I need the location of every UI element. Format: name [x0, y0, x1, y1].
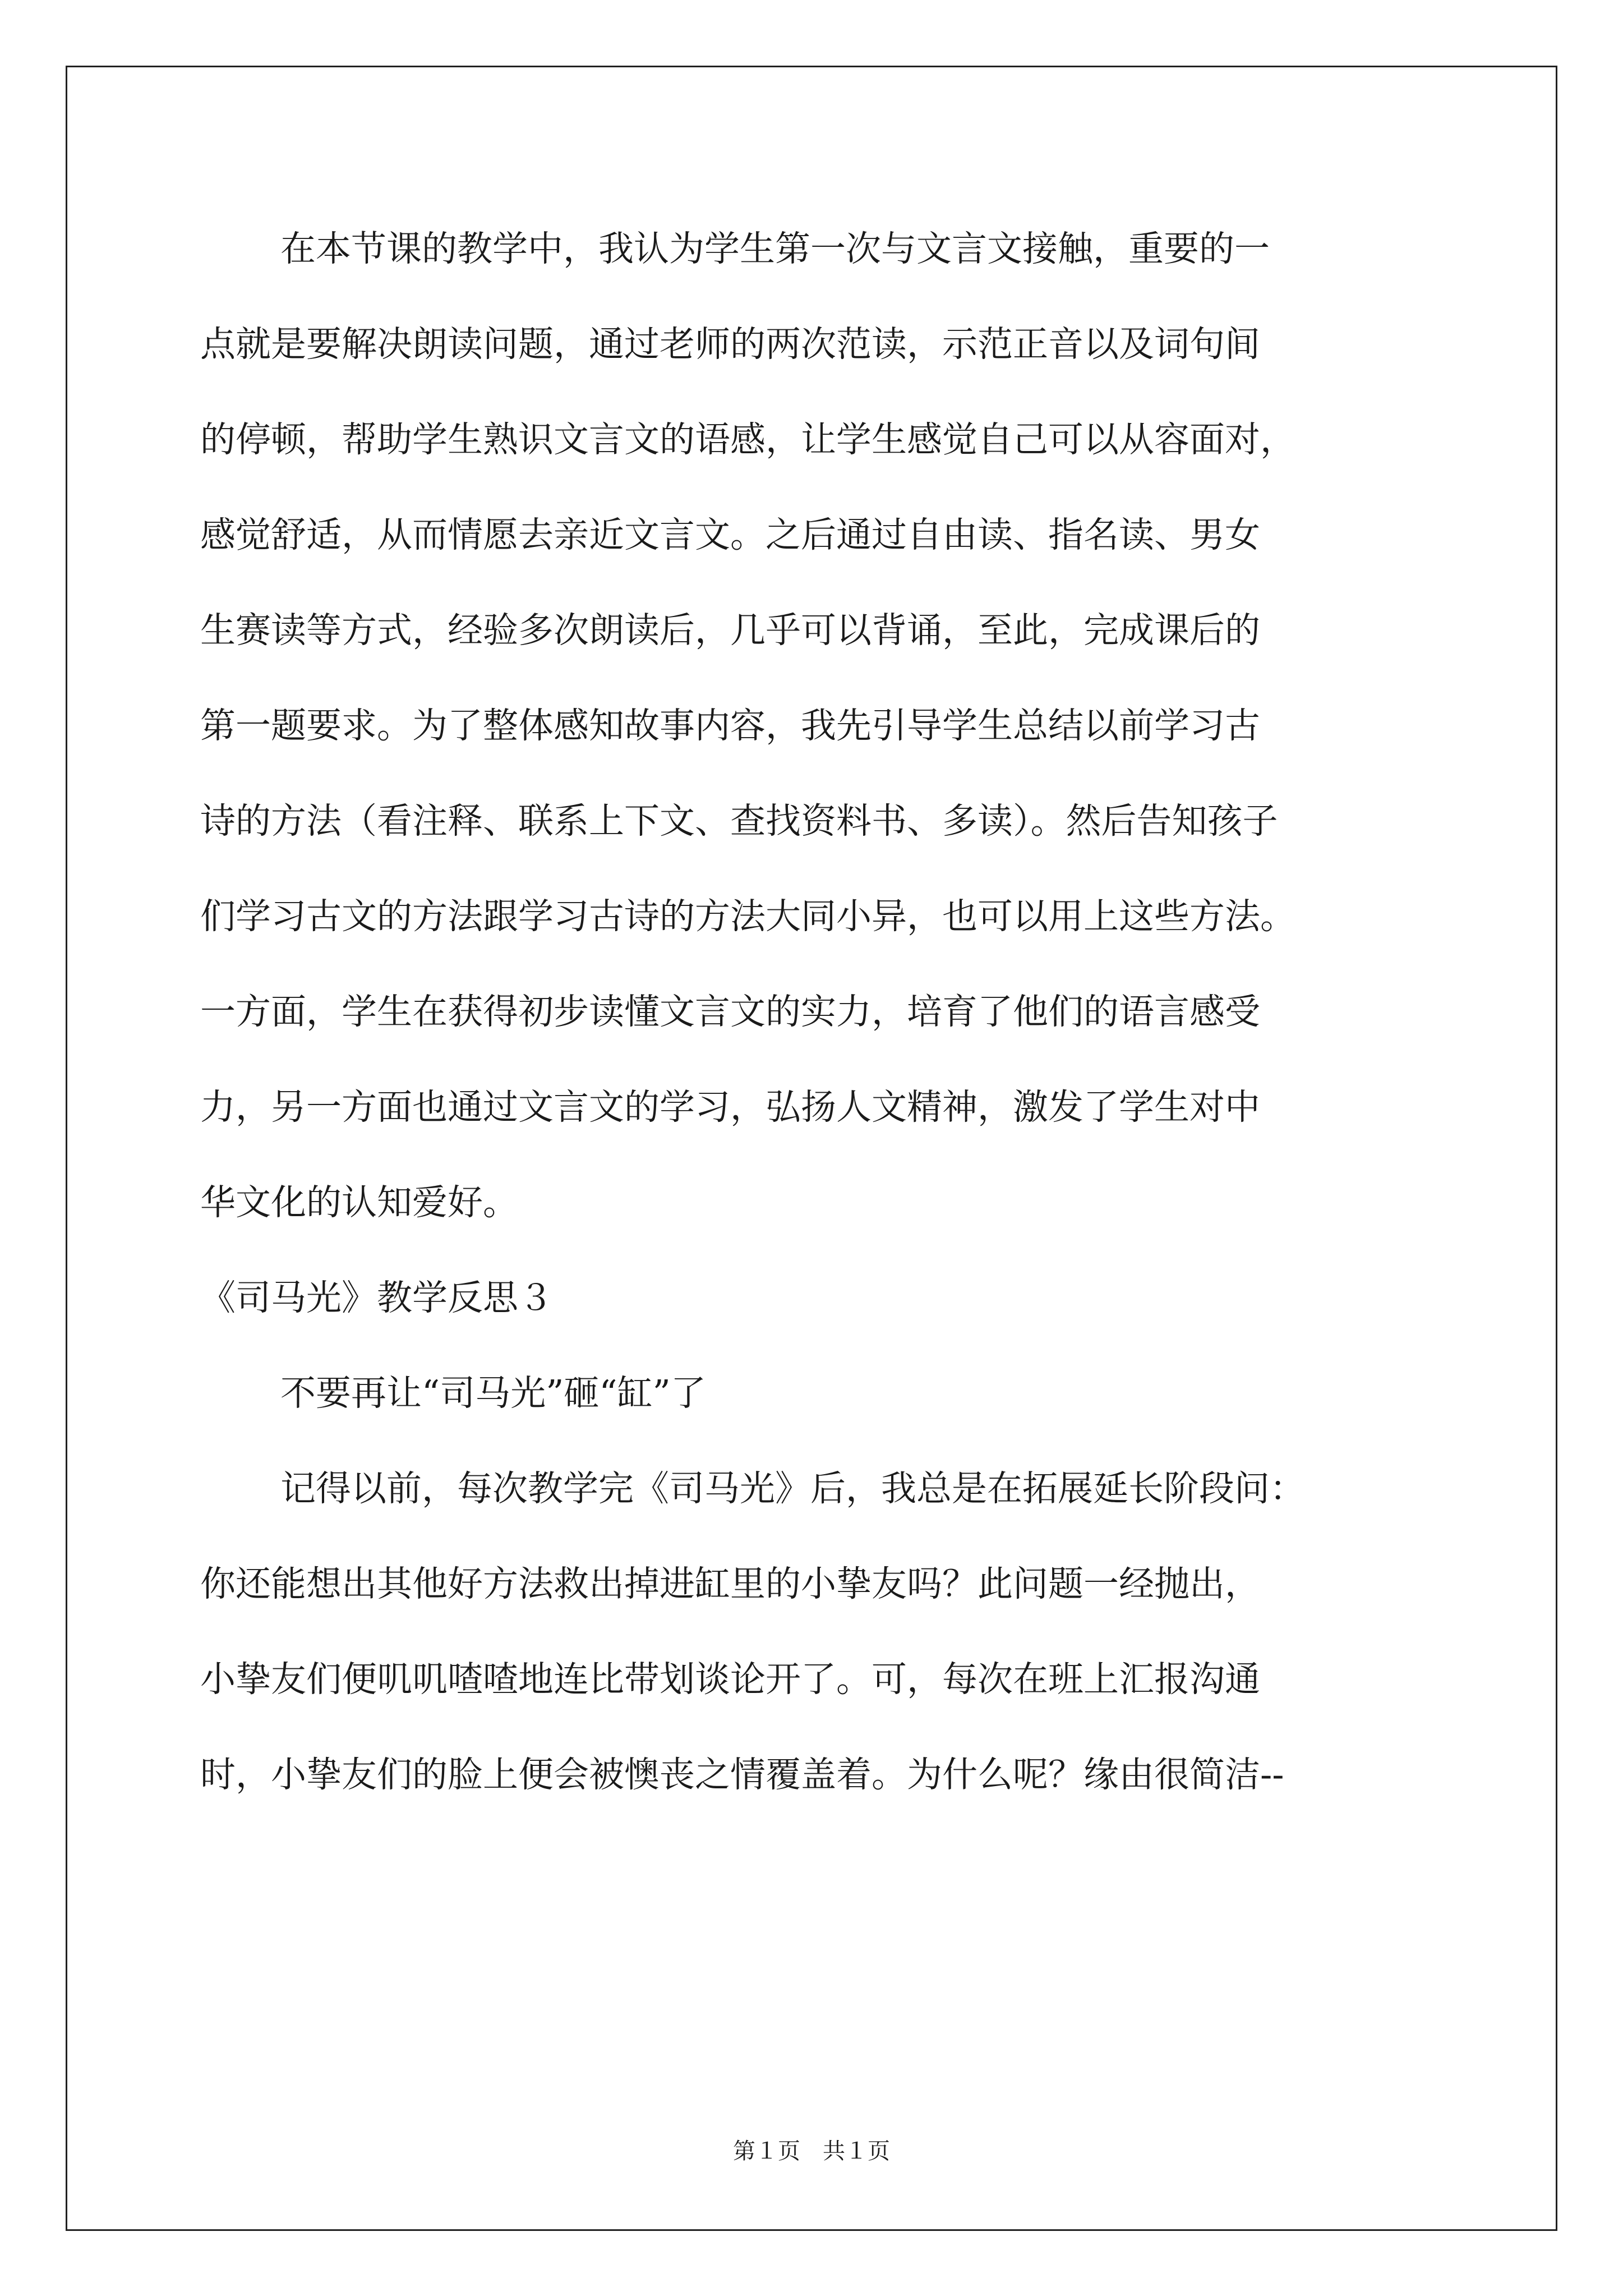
paragraph-line: 点就是要解决朗读问题，通过老师的两次范读，示范正音以及词句间 [200, 324, 1260, 365]
paragraph-line: 的停顿，帮助学生熟识文言文的语感，让学生感觉自己可以从容面对， [200, 419, 1295, 460]
paragraph-line: 力，另一方面也通过文言文的学习，弘扬人文精神，激发了学生对中 [200, 1087, 1260, 1128]
paragraph-line: 一方面，学生在获得初步读懂文言文的实力，培育了他们的语言感受 [200, 991, 1260, 1032]
subtitle: 不要再让“司马光”砸“缸”了 [280, 1373, 706, 1414]
paragraph-line: 你还能想出其他好方法救出掉进缸里的小挚友吗？此问题一经抛出， [200, 1563, 1260, 1604]
paragraph-line: 感觉舒适，从而情愿去亲近文言文。之后通过自由读、指名读、男女 [200, 514, 1260, 555]
paragraph-line: 诗的方法（看注释、联系上下文、查找资料书、多读）。然后告知孩子 [200, 800, 1278, 841]
paragraph-line: 们学习古文的方法跟学习古诗的方法大同小异，也可以用上这些方法。 [200, 896, 1295, 937]
paragraph-line: 在本节课的教学中，我认为学生第一次与文言文接触，重要的一 [280, 228, 1270, 269]
paragraph-line: 华文化的认知爱好。 [200, 1182, 518, 1223]
paragraph-line: 小挚友们便叽叽喳喳地连比带划谈论开了。可，每次在班上汇报沟通 [200, 1659, 1260, 1700]
page-border [66, 66, 1557, 2231]
paragraph-line: 第一题要求。为了整体感知故事内容，我先引导学生总结以前学习古 [200, 705, 1260, 746]
paragraph-line: 时，小挚友们的脸上便会被懊丧之情覆盖着。为什么呢？缘由很简洁-- [200, 1754, 1284, 1795]
page-footer: 第１页 共１页 [733, 2138, 890, 2164]
paragraph-line: 记得以前，每次教学完《司马光》后，我总是在拓展延长阶段问： [280, 1468, 1305, 1509]
section-heading: 《司马光》教学反思３ [200, 1277, 554, 1318]
paragraph-line: 生赛读等方式，经验多次朗读后，几乎可以背诵，至此，完成课后的 [200, 610, 1260, 651]
